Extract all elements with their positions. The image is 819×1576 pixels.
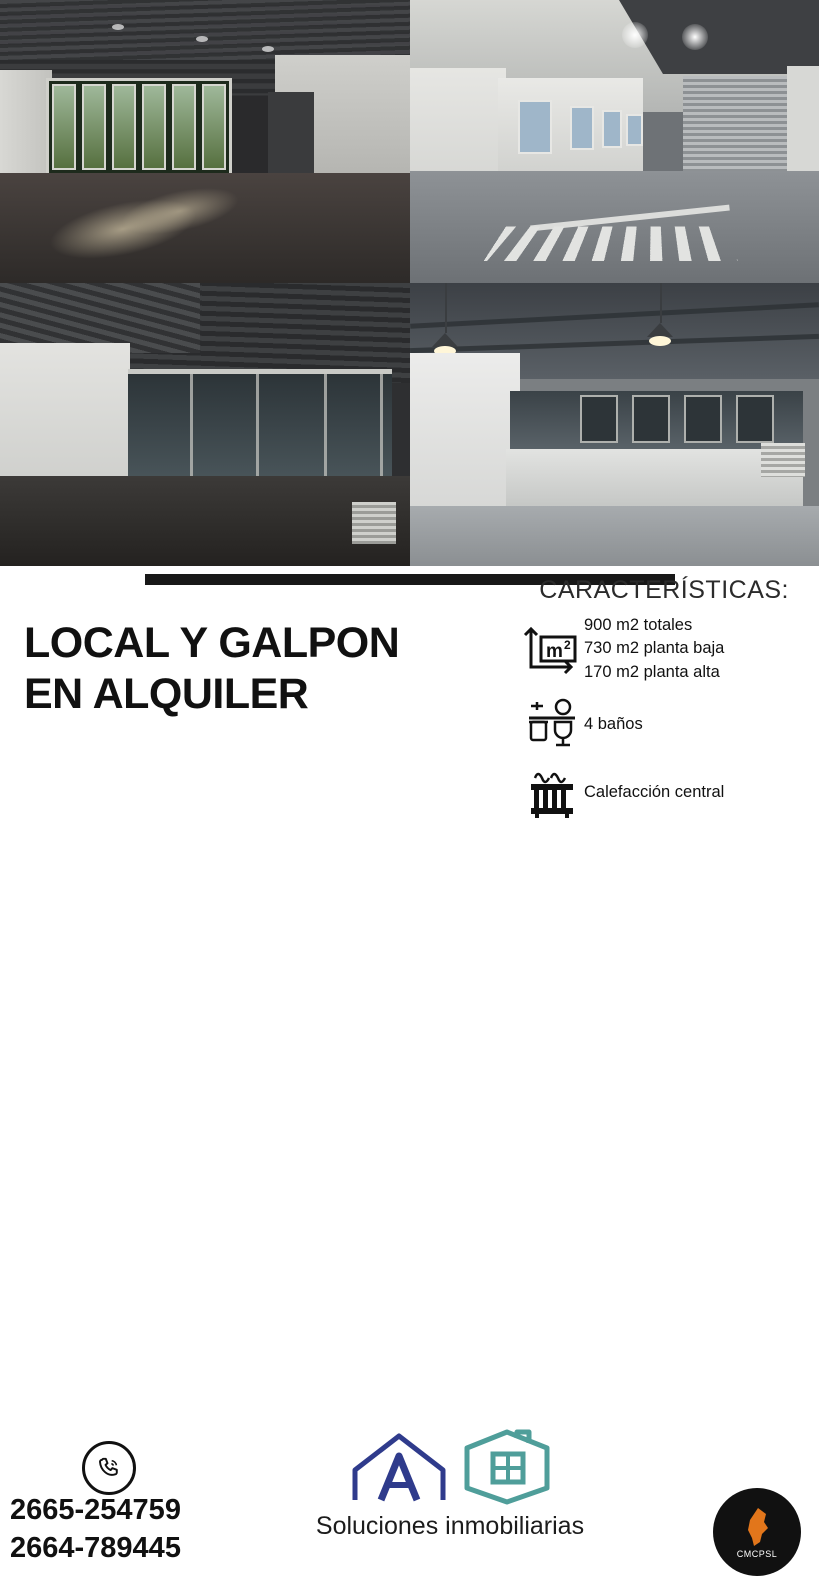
roll-up-door — [683, 76, 791, 176]
ceiling-panels-secondary — [0, 0, 410, 60]
mezzanine-band — [510, 391, 803, 455]
photo-office-windows — [0, 0, 410, 283]
mullion — [256, 374, 259, 486]
ceiling-spot-icon — [196, 36, 208, 42]
lower-wall — [506, 449, 803, 509]
feature-bathrooms — [520, 698, 810, 750]
mullion — [324, 374, 327, 486]
mullion — [190, 374, 193, 486]
area-m2-icon — [520, 623, 584, 675]
features-list — [520, 614, 810, 834]
feature-heating-line-1: Calefacción central — [584, 782, 725, 801]
feature-bathrooms-line-1: 4 baños — [584, 714, 643, 733]
cmcpsl-badge-label: CMCPSL — [736, 1548, 778, 1559]
argentina-map-icon — [740, 1506, 774, 1548]
ceiling-lamp-icon — [622, 22, 648, 48]
headline-line-1: LOCAL Y GALPON — [24, 619, 400, 667]
contact-phones[interactable] — [10, 1491, 181, 1568]
bathroom-icon-svg — [523, 698, 581, 750]
brand-block — [290, 1428, 610, 1541]
photo-shop-glass-partition — [0, 283, 410, 566]
phone-number-1[interactable]: 2665-254759 — [10, 1494, 181, 1526]
feature-area-line-2: 730 m2 planta baja — [584, 639, 725, 658]
pendant-lamp-icon — [432, 333, 458, 347]
ceiling-lamp-icon — [682, 24, 708, 50]
photo-warehouse-lights — [410, 0, 819, 283]
mezzanine-window — [736, 395, 774, 443]
floor-zebra-marking — [484, 226, 738, 261]
house-a-logo-icon — [345, 1430, 453, 1506]
photo-galpon-pendants — [410, 283, 819, 566]
window — [518, 100, 552, 154]
feature-bathrooms-text — [584, 713, 643, 736]
mullion — [380, 374, 383, 486]
feature-area-line-1: 900 m2 totales — [584, 616, 693, 634]
glass-partition — [128, 369, 392, 491]
feature-heating-text — [584, 781, 724, 804]
brand-logos — [290, 1428, 610, 1506]
air-vent — [761, 443, 805, 477]
mezzanine-window — [684, 395, 722, 443]
house-window-logo-icon — [459, 1428, 555, 1506]
window — [570, 106, 594, 150]
phone-number-2[interactable]: 2664-789445 — [10, 1532, 181, 1565]
features-title: CARACTERÍSTICAS: — [539, 576, 789, 604]
svg-text:2: 2 — [564, 638, 571, 653]
info-band — [0, 566, 819, 1565]
brand-tagline: Soluciones inmobiliarias — [315, 1512, 585, 1540]
bathroom-icon — [520, 698, 584, 750]
feature-area-text — [584, 614, 724, 684]
window — [602, 110, 622, 148]
lamp-cord — [445, 283, 447, 333]
floor — [0, 476, 410, 566]
radiator-icon — [520, 764, 584, 820]
radiator-icon-svg — [521, 764, 583, 820]
ceiling-spot-icon — [112, 24, 124, 30]
floor — [410, 506, 819, 566]
phone-icon-svg — [96, 1455, 122, 1481]
pendant-lamp-icon — [647, 323, 673, 337]
lamp-cord — [660, 283, 662, 323]
feature-area — [520, 614, 810, 684]
photo-collage — [0, 0, 819, 566]
feature-area-line-3: 170 m2 planta alta — [584, 662, 720, 681]
ceiling-spot-icon — [262, 46, 274, 52]
mezzanine-window — [632, 395, 670, 443]
feature-heating — [520, 764, 810, 820]
phone-in-circle-icon — [82, 1441, 136, 1495]
area-m2-icon-svg — [523, 623, 581, 675]
page-title — [24, 618, 399, 719]
air-vent — [352, 502, 396, 544]
cmcpsl-badge — [713, 1488, 801, 1576]
mezzanine-window — [580, 395, 618, 443]
window-band — [46, 78, 232, 176]
svg-text:m: m — [546, 641, 563, 663]
lamp-glow — [649, 336, 671, 346]
window — [626, 114, 643, 146]
headline-line-2: EN ALQUILER — [24, 669, 309, 718]
